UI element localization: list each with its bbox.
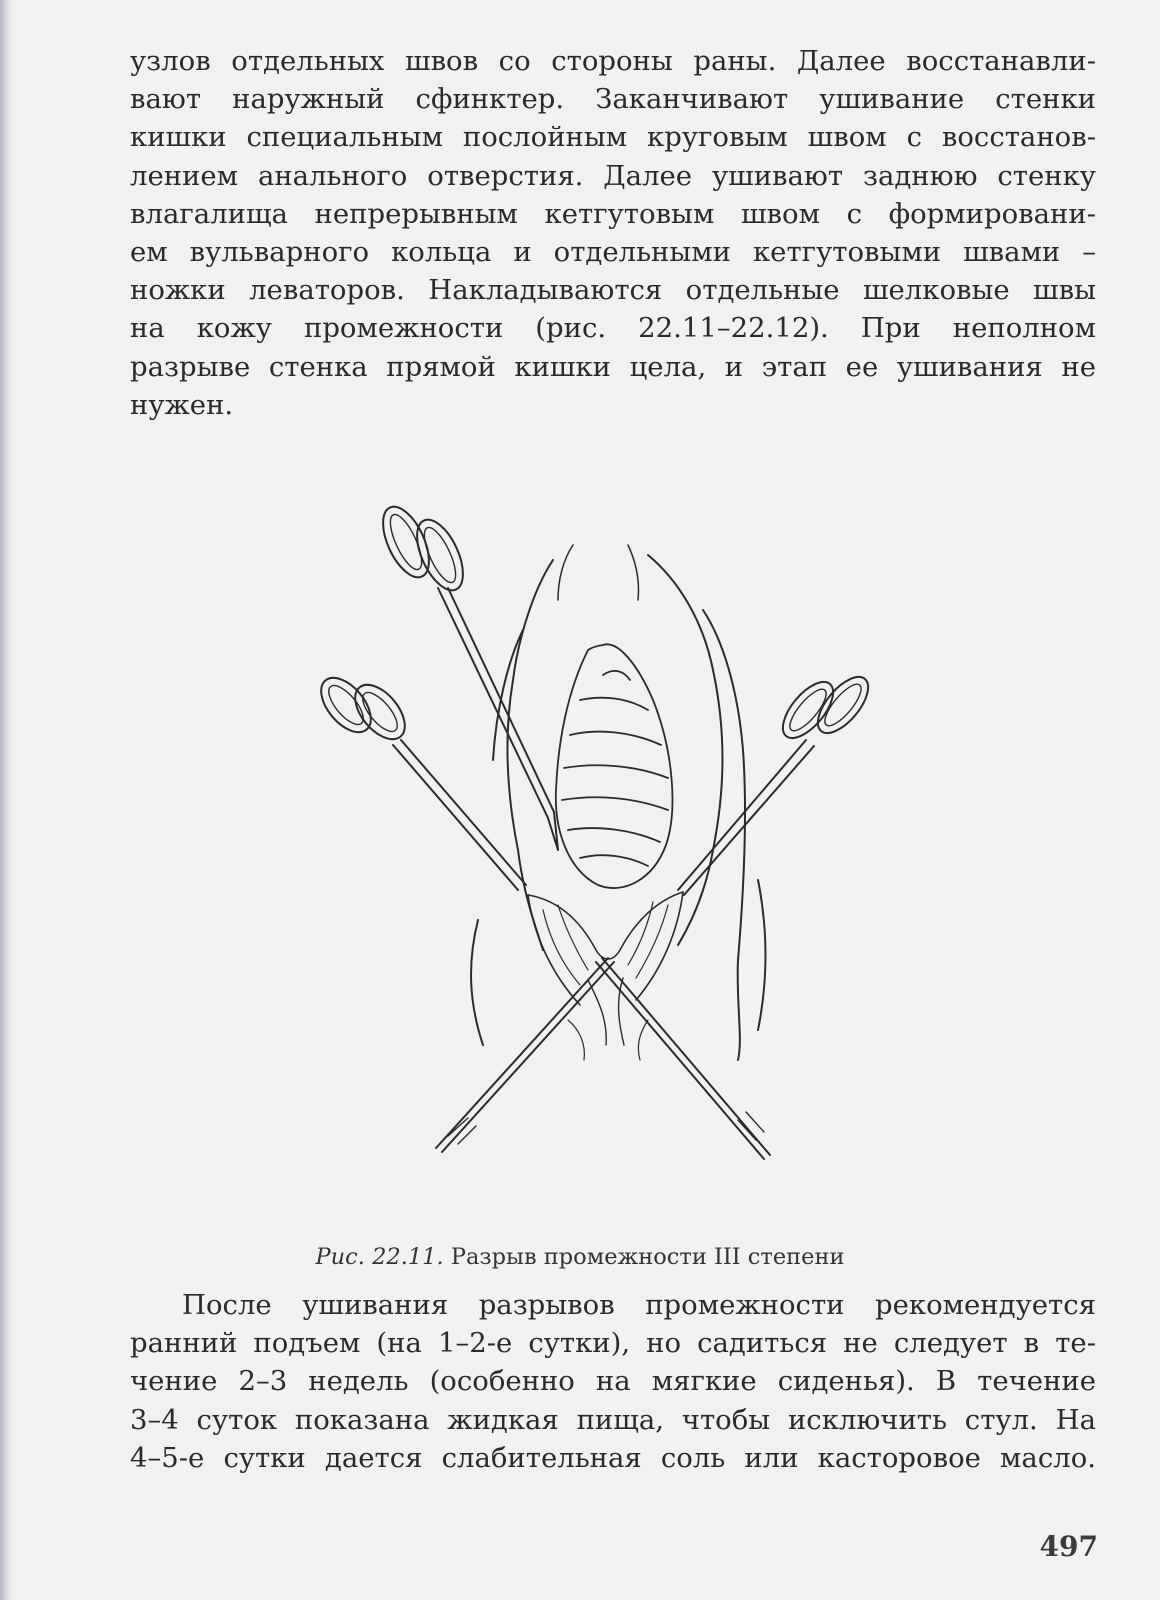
text-line: ранний подъем (на 1–2-е сутки), но садиться не следует в те- (130, 1327, 1096, 1360)
text-line: 3–4 суток показана жидкая пища, чтобы исключить стул. На (130, 1403, 1096, 1436)
vaginal-wall-illustration (556, 644, 673, 888)
anatomy-outline (471, 545, 765, 1060)
text-line: лением анального отверстия. Далее ушивают заднюю стенку (130, 159, 1096, 192)
page-binding-edge (0, 0, 14, 1600)
surgical-clamp-right (678, 669, 877, 895)
text-line: разрыве стенка прямой кишки цела, и этап ее ушивания не (130, 350, 1096, 383)
text-line: кишки специальным послойным круговым швом с восстанов- (130, 121, 1096, 154)
figure-caption-text: Разрыв промежности III степени (450, 1244, 845, 1270)
text-line: узлов отдельных швов со стороны раны. Далее восстанавли- (130, 45, 1096, 77)
text-line: вают наружный сфинктер. Заканчивают ушивание стенки (130, 83, 1096, 116)
text-line: влагалища непрерывным кетгутовым швом с формировани- (130, 197, 1096, 230)
figure-caption-label: Рис. 22.11. (315, 1244, 444, 1270)
text-line: 4–5-е сутки дается слабительная соль или касторовое масло. (130, 1441, 1096, 1474)
text-line: нужен. (130, 388, 234, 421)
body-paragraph-1 (130, 42, 1096, 424)
figure-perineal-tear-illustration (318, 500, 898, 1190)
surgical-clamp-left (318, 669, 526, 890)
text-line: чение 2–3 недель (особенно на мягкие сиденья). В течение (130, 1365, 1096, 1398)
perineal-tear-illustration (528, 892, 683, 1060)
surgical-clamps-lower (436, 958, 770, 1159)
figure-caption (0, 1244, 1160, 1270)
surgical-clamp-upper (374, 500, 558, 850)
text-line: ем вульварного кольца и отдельными кетгутовыми швами – (130, 236, 1096, 269)
text-line: После ушивания разрывов промежности рекомендуется (182, 1289, 1096, 1321)
page-number: 497 (1039, 1530, 1098, 1563)
body-paragraph-2 (130, 1286, 1096, 1477)
text-line: на кожу промежности (рис. 22.11–22.12). При неполном (130, 312, 1096, 345)
text-line: ножки леваторов. Накладываются отдельные шелковые швы (130, 274, 1096, 307)
